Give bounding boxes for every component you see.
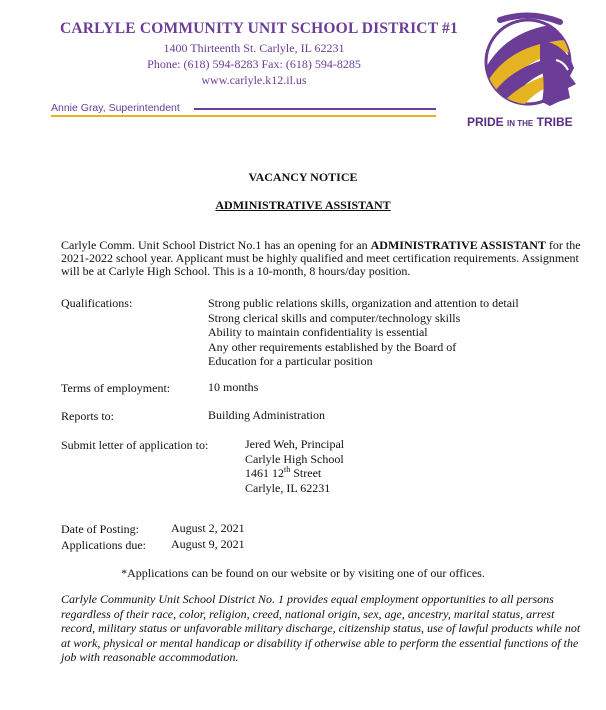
- submit-address: [245, 437, 344, 495]
- qualification-item: Strong public relations skills, organization and attention to detail: [208, 296, 519, 310]
- district-phone-fax: Phone: (618) 594-8283 Fax: (618) 594-8285: [147, 57, 361, 71]
- tagline-pride: PRIDE: [467, 115, 504, 129]
- notice-heading: VACANCY NOTICE: [248, 170, 358, 184]
- street-ordinal: th: [284, 465, 291, 474]
- eeo-statement: Carlyle Community Unit School District No. 1 provides equal employment opportunities to all persons regardless of their race, color, religion, creed, national origin, sex, age, ancestry, marital status, arrest record, military status or unfavorable military discharge, citizenship status, use of lawful products while not at work, physical or mental handicap or disability if otherwise able to perform the essential functions of the job with reasonable accommodation.: [61, 592, 581, 664]
- due-value: August 9, 2021: [171, 537, 245, 551]
- qualification-item: Education for a particular position: [208, 354, 373, 368]
- terms-value: 10 months: [208, 380, 259, 394]
- district-website: www.carlyle.k12.il.us: [201, 73, 307, 87]
- reports-value: Building Administration: [208, 408, 326, 422]
- letterhead-rule-gold: [51, 115, 436, 117]
- posting-label: Date of Posting:: [61, 522, 139, 536]
- tagline-in-the: IN THE: [507, 119, 534, 128]
- intro-text-end: for the 2021-2022 school year. Applicant must be highly qualified and meet certification requirements. Assignment will be at Carlyle High School. This is a 10-month, 8 hours/day position.: [61, 238, 581, 278]
- position-title: ADMINISTRATIVE ASSISTANT: [215, 198, 391, 212]
- submit-label: Submit letter of application to:: [61, 438, 209, 452]
- submit-school: Carlyle High School: [245, 451, 344, 466]
- intro-paragraph: [61, 239, 581, 278]
- district-address: 1400 Thirteenth St. Carlyle, IL 62231: [163, 41, 345, 55]
- tagline-tribe: TRIBE: [536, 115, 573, 129]
- letterhead-rule-purple: [194, 108, 436, 110]
- qualifications-label: Qualifications:: [61, 296, 133, 310]
- tribe-logo-icon: [470, 10, 588, 106]
- superintendent-name: Annie Gray, Superintendent: [51, 102, 180, 114]
- qualification-item: Strong clerical skills and computer/technology skills: [208, 310, 461, 325]
- intro-position-bold: ADMINISTRATIVE ASSISTANT: [370, 238, 546, 252]
- submit-name: Jered Weh, Principal: [245, 437, 345, 451]
- intro-text-start: Carlyle Comm. Unit School District No.1 has an opening for an: [61, 238, 371, 252]
- qualification-item: Ability to maintain confidentiality is essential: [208, 325, 428, 339]
- street-name: Street: [290, 466, 322, 480]
- reports-label: Reports to:: [61, 409, 114, 423]
- submit-city: Carlyle, IL 62231: [245, 480, 331, 495]
- street-number: 1461 12: [245, 466, 284, 480]
- due-label: Applications due:: [61, 538, 146, 552]
- terms-label: Terms of employment:: [61, 381, 171, 395]
- submit-street: [245, 466, 344, 481]
- district-name: CARLYLE COMMUNITY UNIT SCHOOL DISTRICT #1: [60, 20, 458, 37]
- posting-value: August 2, 2021: [171, 521, 245, 535]
- qualification-item: Any other requirements established by the Board of: [208, 339, 457, 354]
- applications-note: *Applications can be found on our website or by visiting one of our offices.: [121, 566, 485, 580]
- qualifications-list: [208, 296, 519, 369]
- tagline: [467, 115, 573, 129]
